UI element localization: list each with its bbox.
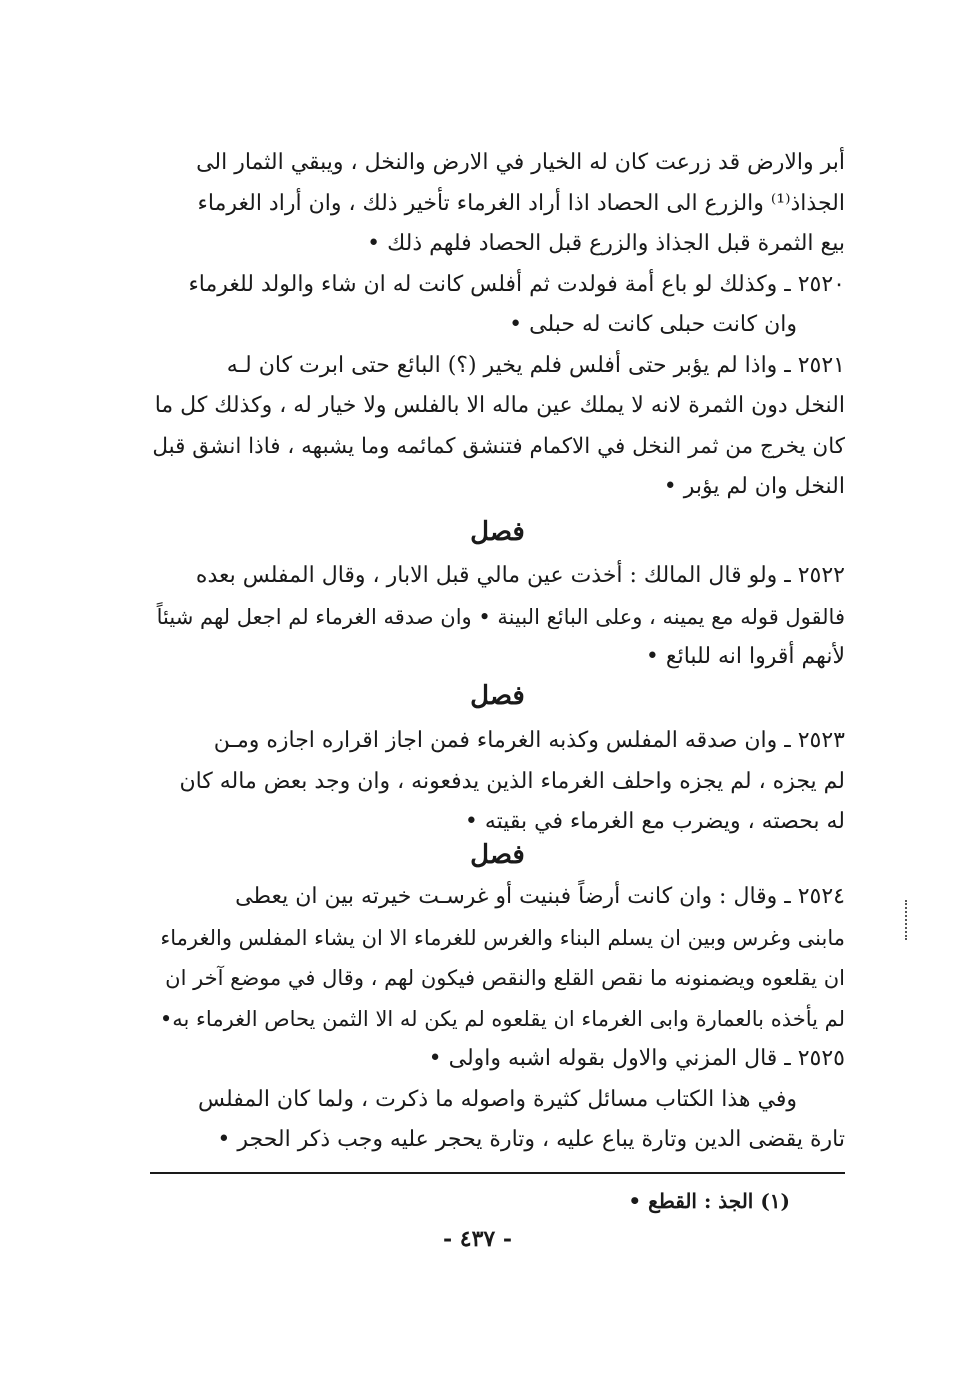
text-line: ان يقلعوه ويضمنونه ما نقص القلع والنقص فيكون لهم ، وقال في موضع آخر ان	[165, 966, 845, 990]
margin-mark	[905, 900, 911, 940]
paragraph-block-1	[150, 143, 845, 508]
text-line: بيع الثمرة قبل الجذاذ والزرع قبل الحصاد فلهم ذلك •	[367, 231, 845, 256]
text-line: النخل دون الثمرة لانه لا يملك عين ماله الا بالفلس ولا خيار له ، وكذلك كل ما	[154, 393, 845, 418]
text-line: له بحصته ، ويضرب مع الغرماء في بقيته •	[464, 809, 845, 834]
section-heading	[150, 676, 845, 716]
section-heading	[150, 835, 845, 875]
text-line: ٢٥٢٣ ـ وان صدقه المفلس وكذبه الغرماء فمن اجاز اقراره اجازه ومـن	[213, 728, 845, 753]
text-line: ٢٥٢٠ ـ وكذلك لو باع أمة فولدت ثم أفلس كانت له ان شاء والولد للغرماء	[188, 271, 845, 297]
text-line: ٢٥٢٤ ـ وقال : وان كانت أرضاً فبنيت أو غرسـت خيرته بين ان يعطى	[235, 884, 845, 909]
text-line: لأنهم أقروا انه للبائع •	[645, 644, 845, 669]
paragraph-block-3	[150, 721, 845, 843]
heading-text: فصل	[470, 681, 525, 711]
text-line: وان كانت حبلى كانت له حبلى •	[509, 312, 797, 337]
text-line: مابنى وغرس وبين ان يسلم البناء والغرس للغرماء الا ان يشاء المفلس والغرماء	[160, 925, 845, 950]
text-line: لم يأخذه بالعمارة وابى الغرماء ان يقلعوه لم يكن له الا الثمن يحاص الغرماء به•	[159, 1006, 845, 1031]
heading-text: فصل	[470, 517, 525, 547]
text-line: تارة يقضى الدين وتارة يباع عليه ، وتارة يحجر عليه وجب ذكر الحجر •	[217, 1127, 845, 1152]
text-line: النخل وان لم يؤبر •	[663, 474, 845, 499]
text-line: وفي هذا الكتاب مسائل كثيرة واصوله ما ذكرت ، ولما كان المفلس	[197, 1086, 797, 1112]
text-line: الجذاذ⁽¹⁾ والزرع الى الحصاد اذا أراد الغرماء تأخير ذلك ، وان أراد الغرماء	[197, 190, 845, 216]
text-line: فالقول قوله مع يمينه ، وعلى البائع البينة • وان صدقه الغرماء لم اجعل لهم شيئاً	[156, 604, 845, 629]
paragraph-block-2	[150, 556, 845, 678]
section-heading	[150, 512, 845, 552]
page-number: - ٤٣٧ -	[442, 1226, 513, 1252]
text-line: ٢٥٢١ ـ واذا لم يؤبر حتى أفلس فلم يخير (؟) البائع حتى ابرت كان لـه	[226, 352, 845, 378]
text-line: ٢٥٢٢ ـ ولو قال المالك : أخذت عين مالي قبل الابار ، وقال المفلس بعده	[195, 563, 845, 588]
footnote-divider	[150, 1172, 845, 1174]
text-line: لم يجزه ، لم يجزه واحلف الغرماء الذين يدفعونه ، وان وجد بعض ماله كان	[179, 768, 845, 794]
text-line: ٢٥٢٥ ـ قال المزني والاول بقوله اشبه واولى •	[428, 1046, 845, 1071]
footnote: (١) الجذ : القطع •	[628, 1189, 790, 1213]
paragraph-block-4	[150, 877, 845, 1161]
text-line: كان يخرج من ثمر النخل في الاكمام فتنشق كمائمه وما يشبهه ، فاذا انشق قبل	[152, 433, 845, 459]
heading-text: فصل	[470, 840, 525, 870]
text-line: أبر والارض قد زرعت كان له الخيار في الارض والنخل ، ويبقي الثمار الى	[196, 150, 845, 175]
